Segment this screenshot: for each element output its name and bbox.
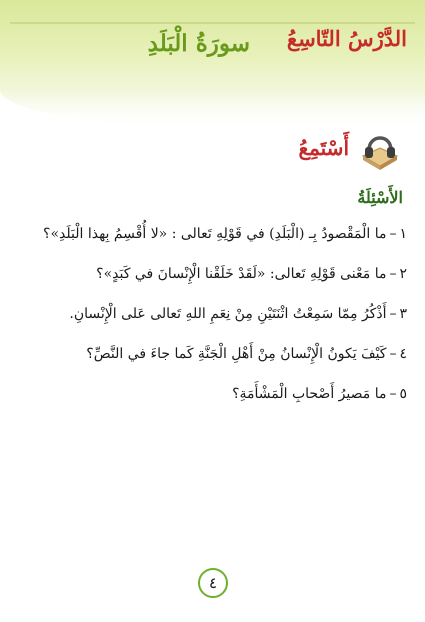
questions-heading: الأَسْئِلَةُ (357, 188, 403, 207)
listen-label: أَسْتَمِعُ (298, 136, 349, 160)
question-item (15, 226, 407, 266)
header-divider (10, 22, 415, 24)
headphones-icon (357, 126, 403, 172)
question-dash: – (389, 306, 397, 322)
questions-list (15, 226, 407, 426)
question-number: ١ (399, 226, 407, 242)
question-text: ما مَعْنى قَوْلِهِ تَعالى: «لَقَدْ خَلَقْنا الْإِنْسانَ في كَبَدٍ»؟ (96, 266, 387, 282)
question-item (15, 346, 407, 386)
question-dash: – (389, 266, 397, 282)
question-text: ما مَصيرُ أَصْحابِ الْمَشْأَمَةِ؟ (232, 386, 387, 402)
page-number: ٤ (198, 568, 228, 598)
listen-section (253, 126, 403, 174)
lesson-number: الدَّرْسُ التّاسِعُ (286, 26, 407, 51)
header-band (0, 0, 425, 130)
question-dash: – (389, 346, 397, 362)
question-text: أَذْكُرُ مِمّا سَمِعْتُ اثْنَتَيْنِ مِنْ نِعَمِ اللهِ تَعالى عَلى الْإِنْسانِ. (69, 306, 387, 322)
question-dash: – (389, 226, 397, 242)
question-item (15, 386, 407, 426)
question-text: ما الْمَقْصودُ بِـ (الْبَلَدِ) في قَوْلِهِ تَعالى : «لا أُقْسِمُ بِهذا الْبَلَدِ»؟ (43, 226, 387, 242)
question-item (15, 306, 407, 346)
question-number: ٥ (399, 386, 407, 402)
question-text: كَيْفَ يَكونُ الْإِنْسانُ مِنْ أَهْلِ الْجَنَّةِ كَما جاءَ في النَّصِّ؟ (86, 346, 387, 362)
question-item (15, 266, 407, 306)
question-number: ٣ (399, 306, 407, 322)
question-dash: – (389, 386, 397, 402)
surah-title: سورَةُ الْبَلَدِ (147, 30, 250, 57)
question-number: ٤ (399, 346, 407, 362)
question-number: ٢ (399, 266, 407, 282)
